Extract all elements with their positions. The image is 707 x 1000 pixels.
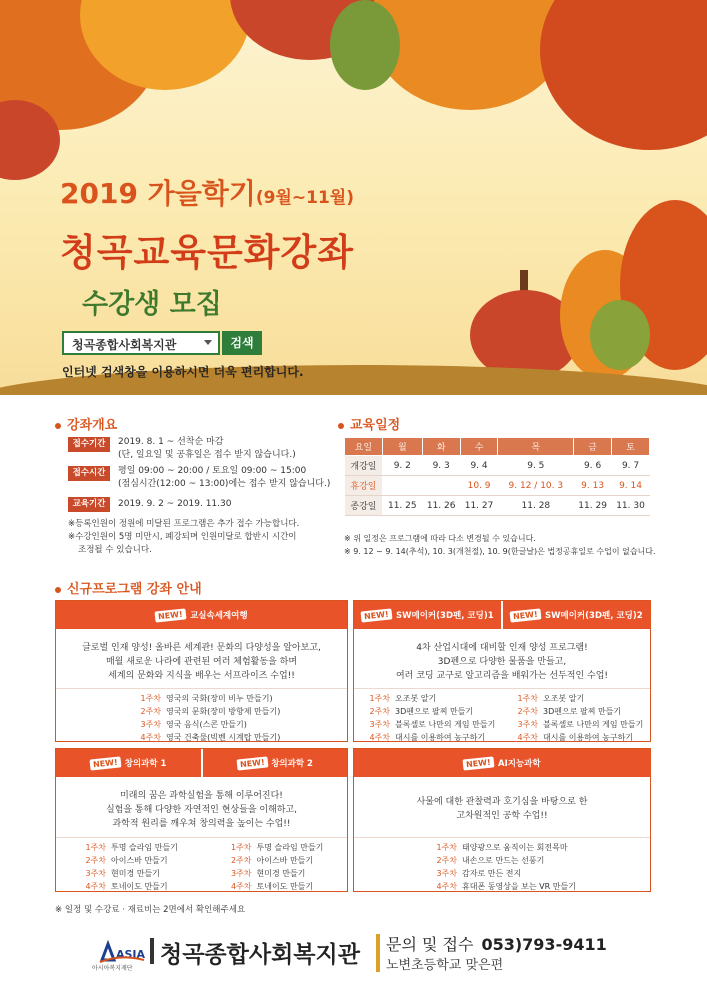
- divider: [150, 938, 154, 964]
- week-list: [56, 688, 347, 744]
- card-header: [56, 749, 347, 777]
- schedule-header-row: [345, 438, 650, 456]
- week-list: [354, 837, 650, 893]
- title-line1: 2019 가을학기(9월~11월): [60, 177, 354, 210]
- table-cell: 11. 30: [612, 496, 650, 516]
- list-item: 2주차 아이스바 만들기: [230, 856, 314, 865]
- search-input[interactable]: [62, 331, 220, 355]
- section-schedule-heading: 교육일정: [338, 414, 400, 433]
- list-item: 2주차 영국의 문화(장미 방향제 만들기): [140, 707, 281, 716]
- table-cell: 9. 7: [612, 456, 650, 476]
- card-sw-maker: [353, 600, 651, 742]
- new-badge: NEW!: [155, 608, 187, 622]
- new-badge: NEW!: [361, 608, 393, 622]
- card-header-title-1: [354, 601, 501, 629]
- card-description: 사물에 대한 관찰력과 호기심을 바탕으로 한 고차원적인 공학 수업!!: [416, 797, 588, 821]
- header-cell: 토: [612, 438, 650, 456]
- card-world-travel: [55, 600, 348, 742]
- list-item: 3주차 블록셀로 나만의 게임 만들기: [517, 720, 644, 729]
- info-registration-period: 2019. 8. 1 ~ 선착순 마감 (단, 일요일 및 공휴일은 접수 받지 않습니다.): [118, 437, 296, 460]
- card-description: 4차 산업시대에 대비할 인재 양성 프로그램! 3D펜으로 다양한 물품을 만들고, 여러 코딩 교구로 알고리즘을 배워가는 선두적인 수업!: [395, 643, 609, 681]
- header-cell: 요일: [345, 438, 383, 456]
- chevron-down-icon: [204, 340, 212, 345]
- table-cell: 11. 29: [574, 496, 612, 516]
- schedule-table: [344, 437, 650, 516]
- card-title: AI지능과학: [498, 759, 541, 769]
- list-item: 1주차 투명 슬라임 만들기: [230, 843, 324, 852]
- search-input-value: 청곡종합사회복지관: [72, 338, 177, 352]
- table-cell: 9. 4: [460, 456, 498, 476]
- search-hint: 인터넷 검색창을 이용하시면 더욱 편리합니다.: [62, 365, 304, 379]
- card-header-title-2: [501, 601, 650, 629]
- list-item: 2주차 아이스바 만들기: [85, 856, 168, 865]
- list-item: 4주차 토네이도 만들기: [85, 882, 168, 891]
- autumn-bush-green: [590, 300, 650, 370]
- card-title: 교실속세계여행: [190, 611, 248, 621]
- autumn-tree-green: [330, 0, 400, 90]
- list-item: 4주차 대시를 이용하여 농구하기: [517, 733, 634, 742]
- new-badge: NEW!: [463, 756, 495, 770]
- logo-subtitle: 아시아복지재단: [92, 965, 133, 972]
- section-programs-heading: 신규프로그램 강좌 안내: [55, 578, 202, 597]
- phone-number: 053)793-9411: [481, 935, 607, 954]
- card-title: 창의과학 1: [124, 759, 167, 769]
- contact: [386, 932, 607, 955]
- footnote: ※ 일정 및 수강료 · 재료비는 2면에서 확인해주세요: [55, 905, 246, 915]
- week-list: [56, 837, 347, 893]
- row-label: 개강일: [345, 456, 383, 476]
- tag-registration-time: 접수시간: [68, 466, 110, 481]
- title-line2: 청곡교육문화강좌: [60, 231, 354, 274]
- schedule-notes: ※ 위 일정은 프로그램에 따라 다소 변경될 수 있습니다. ※ 9. 12 ~ 9. 14(추석), 10. 3(개천절), 10. 9(한글날)은 법정공휴일로 수업이 없습니다.: [344, 534, 656, 556]
- header-cell: 월: [382, 438, 422, 456]
- card-header: [354, 601, 650, 629]
- list-item: 2주차 3D펜으로 팔찌 만들기: [369, 707, 474, 716]
- table-cell: 11. 25: [382, 496, 422, 516]
- svg-text:ASIA: ASIA: [116, 948, 146, 961]
- card-title: SW메이커(3D펜, 코딩)2: [545, 611, 643, 621]
- table-cell: 9. 3: [422, 456, 460, 476]
- list-item: 3주차 영국 음식(스콘 만들기): [140, 720, 247, 729]
- org-name: 청곡종합사회복지관: [160, 942, 360, 968]
- table-cell: [422, 476, 460, 496]
- bullet-icon: [55, 423, 61, 429]
- list-item: 3주차 현미경 만들기: [230, 869, 306, 878]
- schedule-row-end: [345, 496, 650, 516]
- list-item: 1주차 영국의 국화(장미 비누 만들기): [140, 694, 273, 703]
- list-item: 4주차 휴대폰 동영상을 보는 VR 만들기: [436, 882, 576, 891]
- header-cell: 금: [574, 438, 612, 456]
- list-item: 2주차 내손으로 만드는 선풍기: [436, 856, 545, 865]
- table-cell: 9. 2: [382, 456, 422, 476]
- contact-label: 문의 및 접수: [386, 935, 474, 954]
- table-cell: 10. 9: [460, 476, 498, 496]
- search-button[interactable]: 검색: [222, 331, 262, 355]
- divider: [376, 934, 380, 972]
- card-description: 미래의 꿈은 과학실험을 통해 이루어진다! 실험을 통해 다양한 자연적인 현상들을 이해하고, 과학적 원리를 깨우쳐 창의력을 높이는 수업!!: [105, 791, 298, 829]
- list-item: 3주차 현미경 만들기: [85, 869, 160, 878]
- table-cell: [382, 476, 422, 496]
- section-overview-heading: 강좌개요: [55, 414, 117, 433]
- overview-notes: ※등록인원이 정원에 미달된 프로그램은 추가 접수 가능합니다. ※수강인원이 5명 미만시, 폐강되며 인원미달로 합반시 시간이 조정될 수 있습니다.: [68, 519, 300, 555]
- list-item: 1주차 태양광으로 움직이는 회전목마: [436, 843, 568, 852]
- card-title: 창의과학 2: [271, 759, 313, 769]
- bullet-icon: [55, 587, 61, 593]
- card-header: [354, 749, 650, 777]
- new-badge: NEW!: [90, 756, 122, 770]
- new-badge: NEW!: [236, 756, 268, 770]
- card-header: [56, 601, 347, 629]
- list-item: 1주차 오조봇 알기: [517, 694, 585, 703]
- list-item: 3주차 감자로 만든 전지: [436, 869, 522, 878]
- list-item: 4주차 대시를 이용하여 농구하기: [369, 733, 486, 742]
- card-creative-science: [55, 748, 348, 892]
- card-description: 글로벌 인재 양성! 올바른 세계관! 문화의 다양성을 알아보고, 매월 새로운 나라에 관련된 여러 체험활동을 하며 세계의 문화와 지식을 배우는 서프라이즈 수업!!: [82, 643, 321, 681]
- header-cell: 화: [422, 438, 460, 456]
- tag-registration-period: 접수기간: [68, 437, 110, 452]
- schedule-row-start: [345, 456, 650, 476]
- list-item: 2주차 3D펜으로 팔찌 만들기: [517, 707, 622, 716]
- header-cell: 목: [498, 438, 574, 456]
- title-line3: 수강생 모집: [82, 289, 222, 320]
- card-header-title: [354, 749, 650, 777]
- table-cell: 9. 12 / 10. 3: [498, 476, 574, 496]
- table-cell: 11. 28: [498, 496, 574, 516]
- header-cell: 수: [460, 438, 498, 456]
- title-period: (9월~11월): [255, 188, 354, 208]
- schedule-row-holiday: [345, 476, 650, 496]
- table-cell: 9. 13: [574, 476, 612, 496]
- info-registration-time: 평일 09:00 ~ 20:00 / 토요일 09:00 ~ 15:00 (점심시간(12:00 ~ 13:00)에는 접수 받지 않습니다.): [118, 466, 331, 489]
- card-header-title-1: [56, 749, 201, 777]
- list-item: 4주차 토네이도 만들기: [230, 882, 314, 891]
- card-ai-science: [353, 748, 651, 892]
- week-list: [354, 688, 650, 744]
- table-cell: 11. 26: [422, 496, 460, 516]
- autumn-tree-right: [540, 0, 707, 150]
- card-header-title-2: [201, 749, 348, 777]
- row-label: 휴강일: [345, 476, 383, 496]
- hero-banner: [0, 0, 707, 395]
- info-education-period: 2019. 9. 2 ~ 2019. 11.30: [118, 499, 232, 509]
- table-cell: 11. 27: [460, 496, 498, 516]
- list-item: 1주차 투명 슬라임 만들기: [85, 843, 178, 852]
- new-badge: NEW!: [510, 608, 542, 622]
- bullet-icon: [338, 423, 344, 429]
- table-cell: 9. 14: [612, 476, 650, 496]
- card-header-title: [56, 601, 347, 629]
- table-cell: 9. 5: [498, 456, 574, 476]
- card-title: SW메이커(3D펜, 코딩)1: [396, 611, 494, 621]
- list-item: 4주차 영국 건축물(빅벤 시계탑 만들기): [140, 733, 281, 742]
- tag-education-period: 교육기간: [68, 497, 110, 512]
- address: 노변초등학교 맞은편: [386, 958, 504, 973]
- row-label: 종강일: [345, 496, 383, 516]
- list-item: 3주차 블록셀로 나만의 게임 만들기: [369, 720, 496, 729]
- list-item: 1주차 오조봇 알기: [369, 694, 437, 703]
- asia-logo: [98, 936, 146, 966]
- table-cell: 9. 6: [574, 456, 612, 476]
